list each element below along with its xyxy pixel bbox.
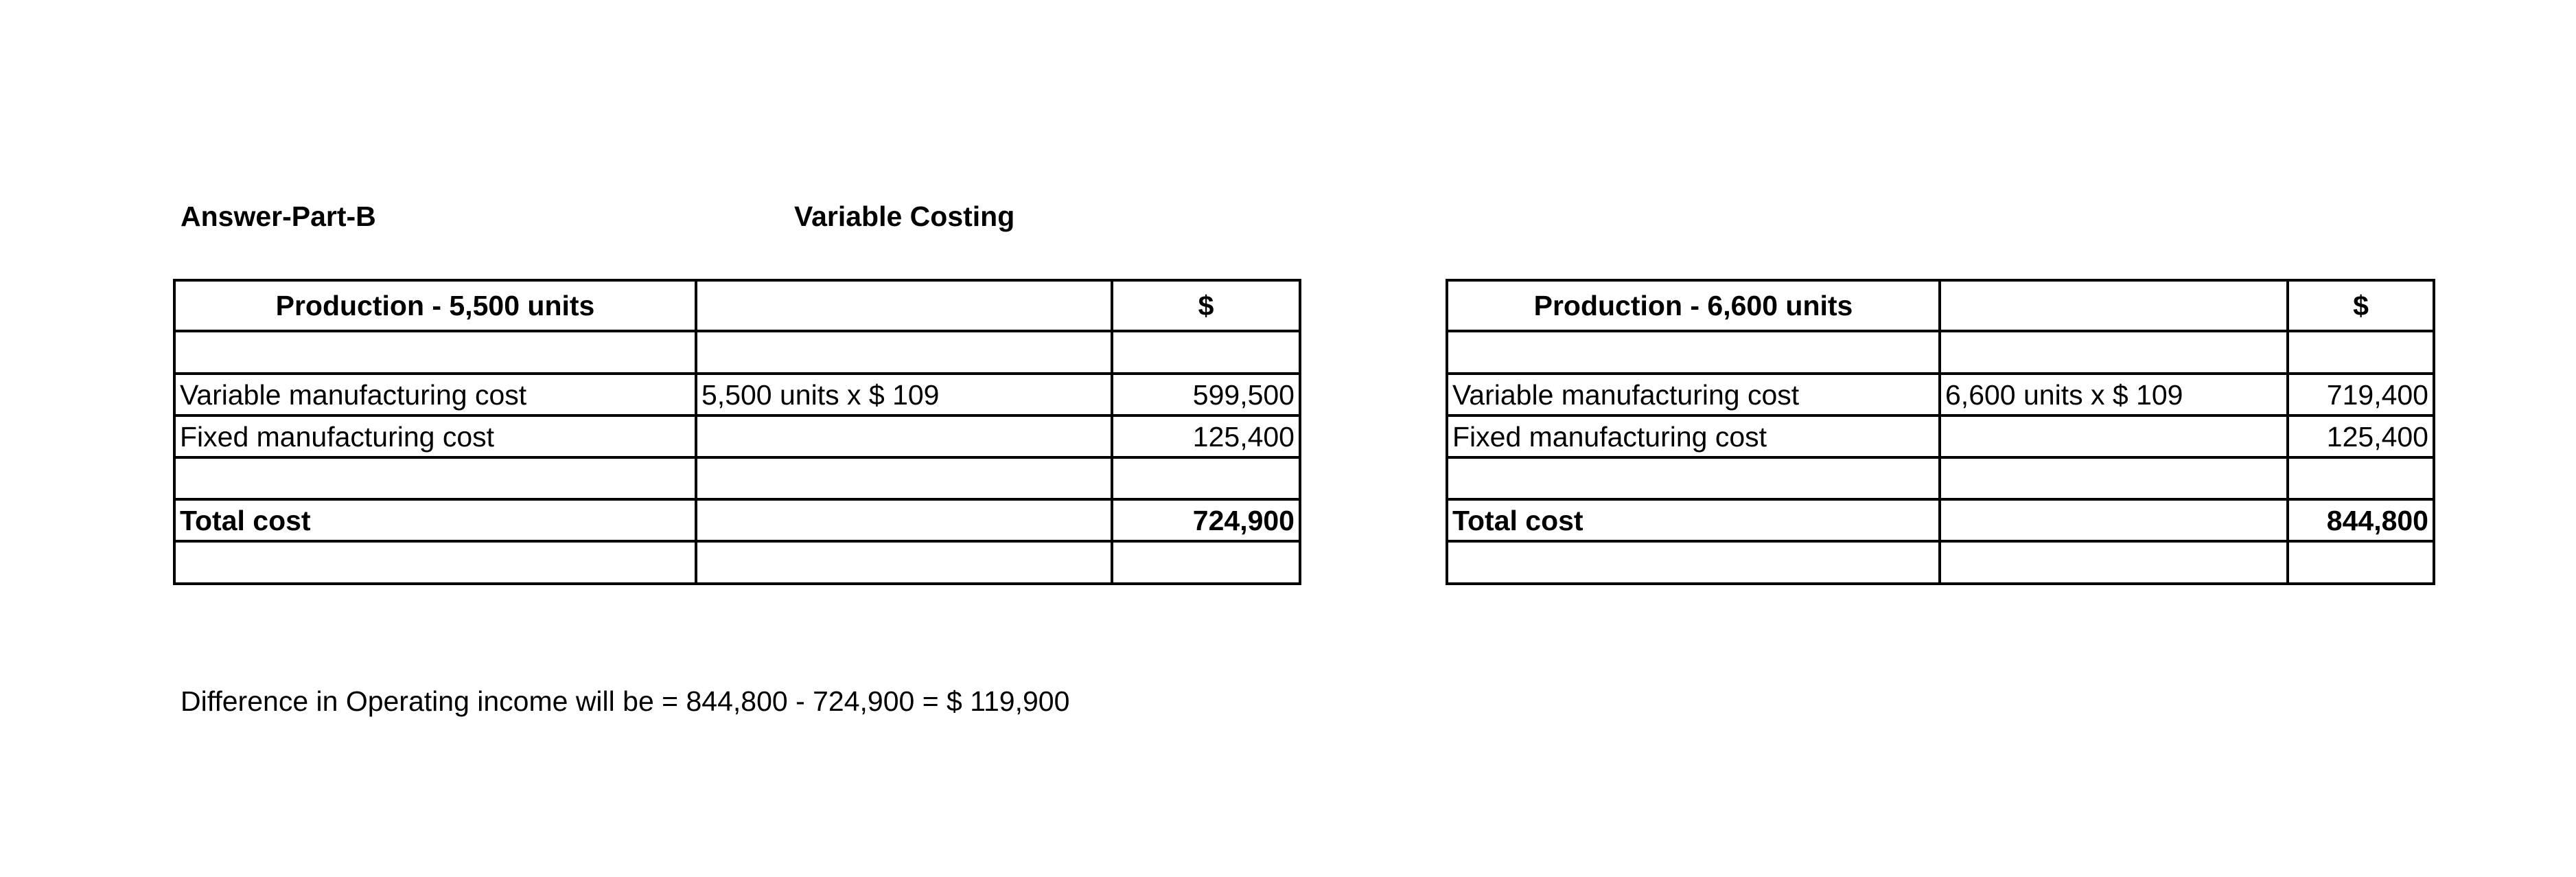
row-calc bbox=[1940, 541, 2288, 584]
row-calc bbox=[696, 331, 1112, 374]
row-amount: 724,900 bbox=[1112, 499, 1300, 541]
row-label bbox=[1447, 457, 1940, 499]
row-label: Variable manufacturing cost bbox=[174, 374, 696, 415]
header-calc bbox=[1940, 280, 2288, 331]
row-amount: 844,800 bbox=[2288, 499, 2434, 541]
table-row bbox=[174, 541, 1300, 584]
row-label bbox=[1447, 541, 1940, 584]
row-amount bbox=[2288, 331, 2434, 374]
row-calc bbox=[1940, 415, 2288, 457]
table-row bbox=[1447, 415, 2434, 457]
row-amount bbox=[2288, 457, 2434, 499]
row-calc bbox=[696, 457, 1112, 499]
header-amount: $ bbox=[2288, 280, 2434, 331]
table-row bbox=[1447, 331, 2434, 374]
row-calc: 5,500 units x $ 109 bbox=[696, 374, 1112, 415]
row-calc bbox=[1940, 331, 2288, 374]
row-calc bbox=[1940, 457, 2288, 499]
header-calc bbox=[696, 280, 1112, 331]
row-label: Variable manufacturing cost bbox=[1447, 374, 1940, 415]
row-label bbox=[1447, 331, 1940, 374]
table-row bbox=[1447, 374, 2434, 415]
row-amount bbox=[1112, 331, 1300, 374]
row-amount: 125,400 bbox=[1112, 415, 1300, 457]
table-row bbox=[174, 331, 1300, 374]
row-label bbox=[174, 331, 696, 374]
header-amount: $ bbox=[1112, 280, 1300, 331]
table-row bbox=[174, 457, 1300, 499]
row-calc bbox=[1940, 499, 2288, 541]
row-amount: 719,400 bbox=[2288, 374, 2434, 415]
header-label: Production - 6,600 units bbox=[1447, 280, 1940, 331]
row-amount bbox=[1112, 541, 1300, 584]
cost-table-5500 bbox=[173, 279, 1301, 585]
row-calc: 6,600 units x $ 109 bbox=[1940, 374, 2288, 415]
row-label: Fixed manufacturing cost bbox=[174, 415, 696, 457]
row-amount bbox=[1112, 457, 1300, 499]
header-label: Production - 5,500 units bbox=[174, 280, 696, 331]
row-label: Total cost bbox=[1447, 499, 1940, 541]
row-label bbox=[174, 541, 696, 584]
table-header-row bbox=[174, 280, 1300, 331]
row-amount bbox=[2288, 541, 2434, 584]
table-row bbox=[1447, 457, 2434, 499]
row-label: Fixed manufacturing cost bbox=[1447, 415, 1940, 457]
method-heading: Variable Costing bbox=[794, 201, 1015, 232]
table-header-row bbox=[1447, 280, 2434, 331]
difference-note: Difference in Operating income will be = 844,800 - 724,900 = $ 119,900 bbox=[181, 685, 1070, 717]
table-row bbox=[174, 415, 1300, 457]
row-calc bbox=[696, 499, 1112, 541]
row-amount: 125,400 bbox=[2288, 415, 2434, 457]
table-total-row bbox=[174, 499, 1300, 541]
table-row bbox=[174, 374, 1300, 415]
cost-table-6600 bbox=[1446, 279, 2435, 585]
answer-heading: Answer-Part-B bbox=[181, 201, 376, 232]
row-amount: 599,500 bbox=[1112, 374, 1300, 415]
table-row bbox=[1447, 541, 2434, 584]
table-total-row bbox=[1447, 499, 2434, 541]
row-calc bbox=[696, 415, 1112, 457]
row-label: Total cost bbox=[174, 499, 696, 541]
row-calc bbox=[696, 541, 1112, 584]
row-label bbox=[174, 457, 696, 499]
